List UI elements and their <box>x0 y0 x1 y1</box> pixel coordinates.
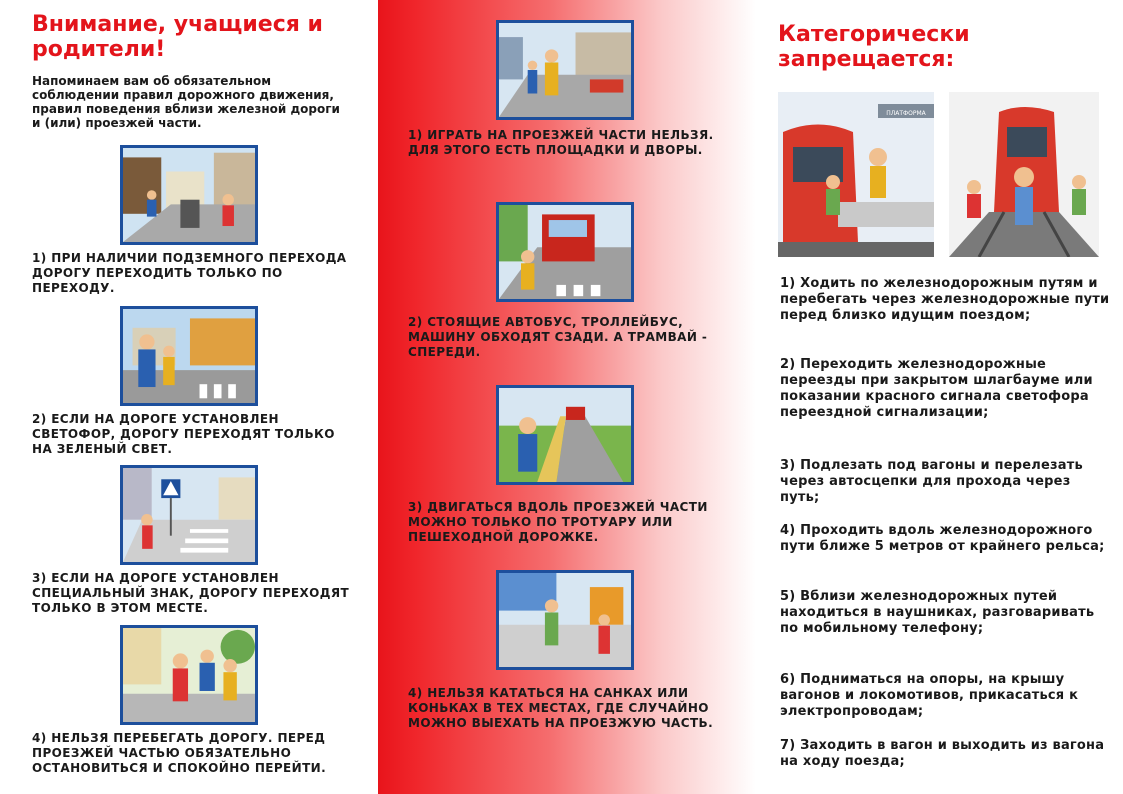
middle-panel <box>378 0 756 794</box>
ban-walk-tracks: 1) Ходить по железнодорожным путям и перебегать через железнодорожные пути перед близко идущим поездом; <box>780 276 1110 323</box>
rule-underpass: 1) ПРИ НАЛИЧИИ ПОДЗЕМНОГО ПЕРЕХОДА ДОРОГУ ПЕРЕХОДИТЬ ТОЛЬКО ПО ПЕРЕХОДУ. <box>32 251 347 295</box>
bypass-bus-illustration <box>496 202 634 302</box>
ban-headphones: 5) Вблизи железнодорожных путей находиться в наушниках, разговаривать по мобильному телефону; <box>780 589 1095 636</box>
intro-text: Напоминаем вам об обязательном соблюдении правил дорожного движения, правил поведения вблизи железной дороги и (или) проезжей части. <box>32 74 340 130</box>
ban-closed-crossing: 2) Переходить железнодорожные переезды при закрытом шлагбауме или показании красного сигнала светофора переездной сигнализации; <box>780 357 1093 420</box>
kids-on-tracks-illustration <box>949 92 1099 257</box>
ban-moving-train: 7) Заходить в вагон и выходить из вагона на ходу поезда; <box>780 738 1105 769</box>
train-platform-illustration <box>778 92 934 257</box>
walk-along-road-illustration <box>496 385 634 485</box>
rule-walk-sidewalk: 3) ДВИГАТЬСЯ ВДОЛЬ ПРОЕЗЖЕЙ ЧАСТИ МОЖНО ТОЛЬКО ПО ТРОТУАРУ ИЛИ ПЕШЕХОДНОЙ ДОРОЖКЕ. <box>408 500 708 544</box>
platform-sign: ПЛАТФОРМА <box>886 110 926 117</box>
ban-under-wagons: 3) Подлезать под вагоны и перелезать через автосцепки для прохода через путь; <box>780 458 1083 505</box>
left-panel <box>0 0 378 794</box>
crosswalk-sign-illustration <box>120 465 258 565</box>
rule-traffic-light: 2) ЕСЛИ НА ДОРОГЕ УСТАНОВЛЕН СВЕТОФОР, ДОРОГУ ПЕРЕХОДЯТ ТОЛЬКО НА ЗЕЛЕНЫЙ СВЕТ. <box>32 412 335 456</box>
rule-no-sledding: 4) НЕЛЬЗЯ КАТАТЬСЯ НА САНКАХ ИЛИ КОНЬКАХ В ТЕХ МЕСТАХ, ГДЕ СЛУЧАЙНО МОЖНО ВЫЕХАТЬ НА ПРОЕЗЖУЮ ЧАСТЬ. <box>408 686 714 730</box>
rule-bypass-vehicles: 2) СТОЯЩИЕ АВТОБУС, ТРОЛЛЕЙБУС, МАШИНУ ОБХОДЯТ СЗАДИ. А ТРАМВАЙ - СПЕРЕДИ. <box>408 315 708 359</box>
rule-special-sign: 3) ЕСЛИ НА ДОРОГЕ УСТАНОВЛЕН СПЕЦИАЛЬНЫЙ ЗНАК, ДОРОГУ ПЕРЕХОДЯТ ТОЛЬКО В ЭТОМ МЕСТЕ. <box>32 571 350 615</box>
right-panel <box>756 0 1123 794</box>
running-kids-illustration <box>120 625 258 725</box>
skating-illustration <box>496 570 634 670</box>
playing-on-road-illustration <box>496 20 634 120</box>
rule-no-play: 1) ИГРАТЬ НА ПРОЕЗЖЕЙ ЧАСТИ НЕЛЬЗЯ. ДЛЯ ЭТОГО ЕСТЬ ПЛОЩАДКИ И ДВОРЫ. <box>408 128 714 157</box>
prohibited-title: Категорически запрещается: <box>778 22 970 72</box>
underpass-illustration <box>120 145 258 245</box>
rule-no-running: 4) НЕЛЬЗЯ ПЕРЕБЕГАТЬ ДОРОГУ. ПЕРЕД ПРОЕЗЖЕЙ ЧАСТЬЮ ОБЯЗАТЕЛЬНО ОСТАНОВИТЬСЯ И СПОКОЙНО ПЕРЕЙТИ. <box>32 731 327 775</box>
traffic-light-illustration <box>120 306 258 406</box>
ban-climb-wires: 6) Подниматься на опоры, на крышу вагонов и локомотивов, прикасаться к электропроводам; <box>780 672 1079 719</box>
leaflet-title: Внимание, учащиеся и родители! <box>32 12 323 62</box>
ban-near-rail: 4) Проходить вдоль железнодорожного пути ближе 5 метров от крайнего рельса; <box>780 523 1105 554</box>
